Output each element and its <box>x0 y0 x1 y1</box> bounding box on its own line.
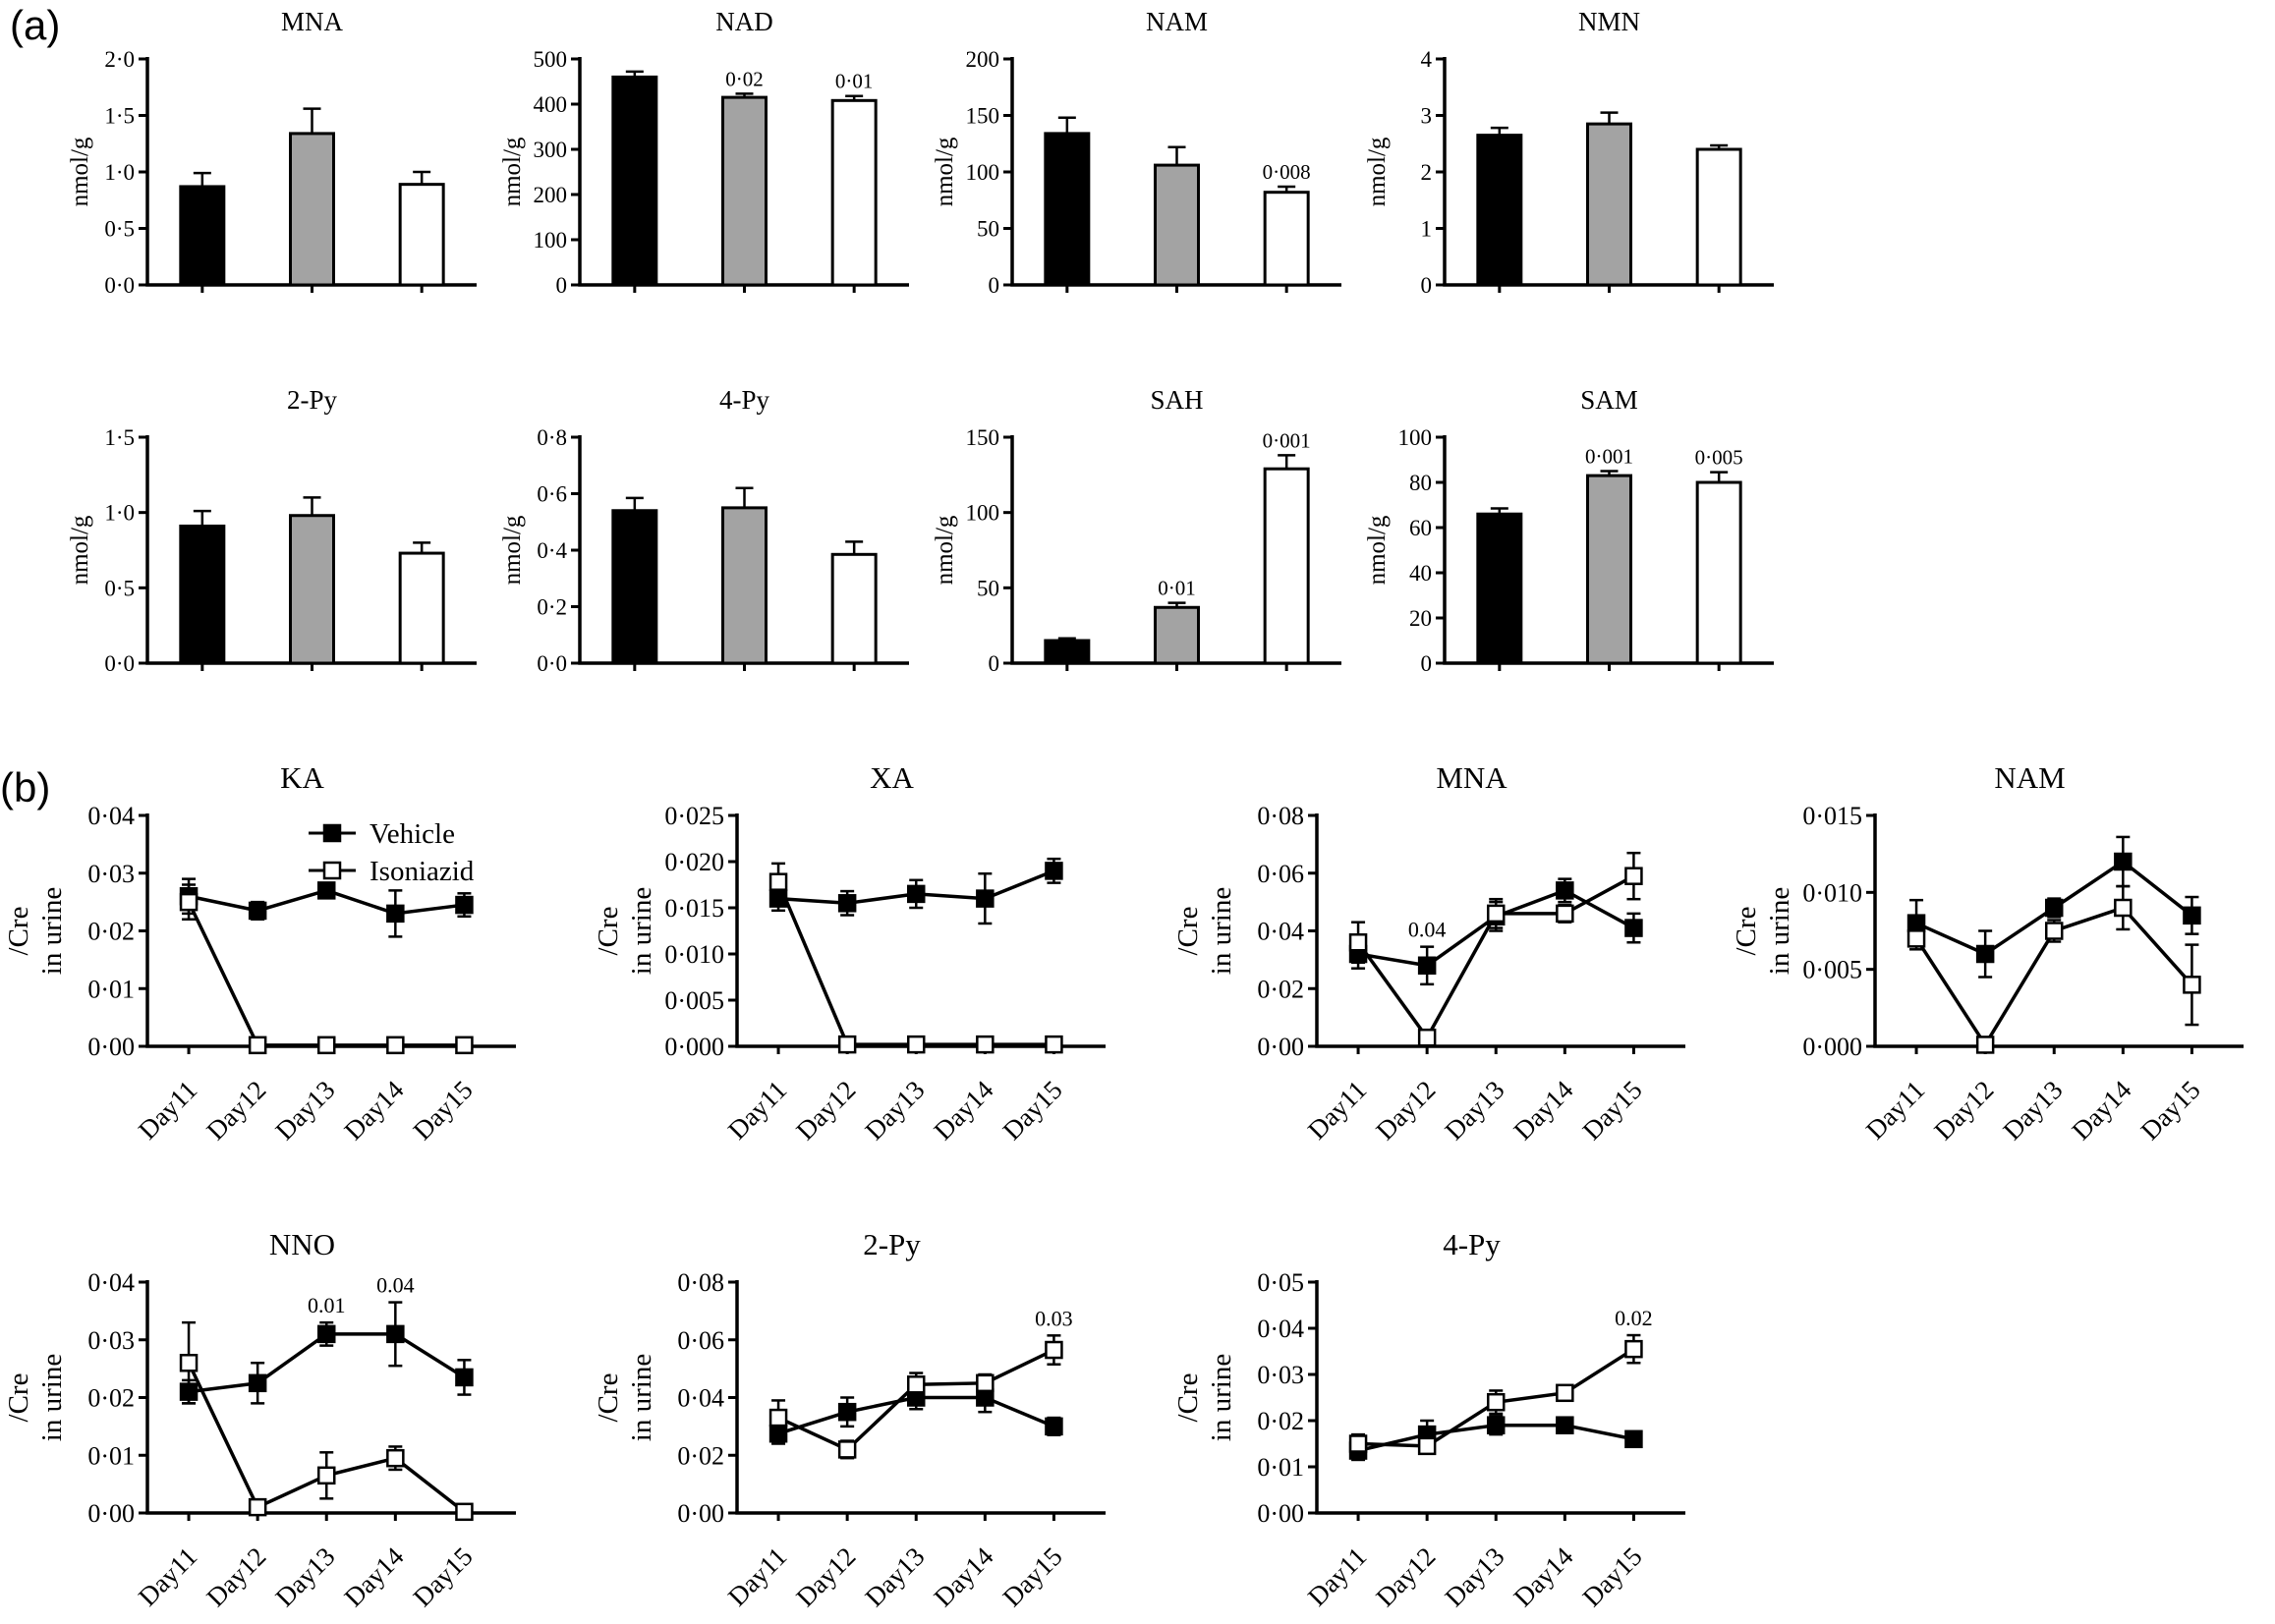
y-tick-label: 150 <box>965 103 999 129</box>
x-tick-label: Day14 <box>1507 1075 1579 1147</box>
open-square-marker <box>387 1037 403 1053</box>
open-square-marker <box>1625 1341 1641 1357</box>
chart-title: NAM <box>1994 760 2066 795</box>
chart-title: SAM <box>1580 385 1638 415</box>
open-square-marker <box>318 1037 334 1053</box>
x-tick-label: Day14 <box>928 1075 999 1147</box>
x-tick-label: Day13 <box>1439 1075 1510 1147</box>
bar <box>400 553 443 663</box>
x-tick-label: Day11 <box>1301 1075 1373 1146</box>
y-tick-label: 0·4 <box>537 538 567 563</box>
y-tick-label: 0·000 <box>664 1033 724 1061</box>
y-axis-label-line1: /Cre <box>3 1372 34 1423</box>
bar <box>1046 641 1089 663</box>
y-tick-label: 50 <box>977 216 999 242</box>
x-tick-label: Day11 <box>1859 1075 1931 1146</box>
filled-square-marker <box>1046 1419 1061 1434</box>
bar-chart-SAM <box>1351 383 1784 688</box>
y-tick-label: 3 <box>1420 103 1432 129</box>
x-tick-label: Day11 <box>721 1075 793 1146</box>
y-tick-label: 0·02 <box>1257 1407 1304 1435</box>
y-tick-label: 60 <box>1409 516 1432 540</box>
bar <box>1156 607 1199 663</box>
bar-chart-cell-sah <box>919 383 1351 688</box>
bar-chart-cell-sam <box>1351 383 1784 688</box>
bar-chart-cell-mna <box>54 5 486 309</box>
open-square-marker <box>1908 930 1924 946</box>
filled-square-marker <box>2184 908 2199 924</box>
y-tick-label: 0·00 <box>87 1499 135 1528</box>
open-square-marker <box>1977 1036 1993 1052</box>
line-chart-NAM <box>1728 756 2275 1208</box>
y-axis-label: nmol/g <box>67 515 93 586</box>
bar <box>723 508 767 663</box>
x-tick-label: Day12 <box>1370 1075 1442 1147</box>
y-tick-label: 0 <box>988 651 999 676</box>
y-tick-label: 0·0 <box>104 273 135 298</box>
y-tick-label: 300 <box>533 138 567 162</box>
filled-square-marker <box>1046 863 1061 878</box>
chart-title: 4-Py <box>718 385 770 415</box>
open-square-marker <box>908 1036 924 1052</box>
x-tick-label: Day13 <box>1997 1075 2069 1147</box>
y-tick-label: 200 <box>533 183 567 207</box>
y-axis-label-line2: in urine <box>36 1353 68 1442</box>
y-tick-label: 0·02 <box>87 917 135 946</box>
line-chart-cell-nam-b <box>1728 756 2275 1208</box>
y-tick-label: 0·005 <box>664 986 724 1015</box>
y-tick-label: 0·04 <box>1257 1315 1304 1343</box>
filled-square-marker <box>1557 882 1572 898</box>
bar <box>1478 136 1521 285</box>
x-tick-label: Day12 <box>790 1541 862 1613</box>
open-square-marker <box>1419 1030 1435 1045</box>
open-square-marker <box>181 1355 197 1371</box>
y-tick-label: 0·03 <box>87 859 135 888</box>
y-tick-label: 2 <box>1420 160 1432 185</box>
y-tick-label: 0·5 <box>104 216 135 242</box>
open-square-marker <box>977 1036 993 1052</box>
bar-chart-NMN <box>1351 5 1784 309</box>
y-tick-label: 0 <box>1420 651 1432 676</box>
y-tick-label: 0·025 <box>664 802 724 830</box>
y-tick-label: 0·00 <box>87 1033 135 1061</box>
line-chart-cell-nno <box>0 1223 548 1624</box>
filled-square-marker <box>1625 921 1641 936</box>
y-tick-label: 1 <box>1420 216 1432 242</box>
filled-square-marker <box>1488 1418 1504 1433</box>
y-axis-label-line1: /Cre <box>593 906 624 956</box>
line-chart-cell-ka <box>0 756 548 1208</box>
chart-title: XA <box>870 760 914 795</box>
open-square-marker <box>839 1036 855 1052</box>
filled-square-marker <box>250 903 265 919</box>
y-tick-label: 400 <box>533 92 567 117</box>
p-value-annotation: 0.04 <box>376 1272 415 1298</box>
y-tick-label: 0·015 <box>1802 802 1862 830</box>
x-tick-label: Day12 <box>1928 1075 2000 1147</box>
chart-title: KA <box>280 760 324 795</box>
open-square-marker <box>1350 1436 1366 1452</box>
y-tick-label: 0·04 <box>87 1268 135 1297</box>
x-tick-label: Day15 <box>407 1075 479 1147</box>
p-value-annotation: 0.02 <box>1615 1306 1653 1331</box>
y-tick-label: 0·08 <box>677 1268 724 1297</box>
y-tick-label: 0 <box>555 273 567 298</box>
panel-b-label: (b) <box>0 764 51 811</box>
open-square-marker <box>1557 906 1572 922</box>
legend-marker-vehicle <box>324 825 340 841</box>
y-tick-label: 0·03 <box>1257 1361 1304 1389</box>
filled-square-marker <box>181 1384 197 1400</box>
y-tick-label: 4 <box>1420 47 1432 72</box>
y-tick-label: 100 <box>1397 425 1432 450</box>
bar-chart-cell-2py <box>54 383 486 688</box>
bar-chart-MNA <box>54 5 486 309</box>
y-tick-label: 0·00 <box>1257 1033 1304 1061</box>
filled-square-marker <box>839 1404 855 1420</box>
y-tick-label: 20 <box>1409 606 1432 631</box>
y-axis-label: nmol/g <box>499 137 526 207</box>
chart-title: NNO <box>268 1227 336 1261</box>
y-axis-label: nmol/g <box>932 515 958 586</box>
y-tick-label: 0·6 <box>537 481 567 507</box>
open-square-marker <box>977 1375 993 1391</box>
x-tick-label: Day15 <box>1576 1541 1648 1613</box>
open-square-marker <box>1419 1438 1435 1454</box>
x-tick-label: Day14 <box>2066 1075 2137 1147</box>
y-tick-label: 0·00 <box>677 1499 724 1528</box>
y-tick-label: 0·06 <box>1257 859 1304 888</box>
bar-chart-NAD <box>486 5 919 309</box>
y-tick-label: 1·0 <box>104 500 135 526</box>
y-axis-label: nmol/g <box>932 137 958 207</box>
open-square-marker <box>1488 1394 1504 1410</box>
significance-label: 0·001 <box>1585 444 1633 469</box>
x-tick-label: Day15 <box>996 1075 1068 1147</box>
bar <box>832 554 876 663</box>
y-tick-label: 0·02 <box>677 1441 724 1471</box>
chart-title: MNA <box>280 7 344 36</box>
chart-title: NAD <box>715 7 773 36</box>
filled-square-marker <box>456 1370 472 1385</box>
open-square-marker <box>2115 900 2131 916</box>
filled-square-marker <box>977 891 993 907</box>
x-tick-label: Day15 <box>407 1541 479 1613</box>
filled-square-marker <box>1625 1431 1641 1447</box>
y-tick-label: 0·08 <box>1257 802 1304 830</box>
y-tick-label: 0·010 <box>1802 878 1862 908</box>
bar <box>613 511 656 663</box>
y-tick-label: 80 <box>1409 471 1432 495</box>
bar <box>723 97 767 285</box>
filled-square-marker <box>250 1375 265 1391</box>
chart-title: 4-Py <box>1443 1227 1501 1261</box>
filled-square-marker <box>456 897 472 913</box>
y-tick-label: 200 <box>965 47 999 72</box>
line-chart-4-Py <box>1169 1223 1718 1624</box>
line-chart-cell-xa <box>590 756 1138 1208</box>
x-tick-label: Day12 <box>200 1075 272 1147</box>
x-tick-label: Day14 <box>1507 1541 1579 1613</box>
bar <box>181 526 224 663</box>
y-axis-label-line1: /Cre <box>1731 906 1762 956</box>
bar <box>1697 149 1740 285</box>
bar <box>181 187 224 285</box>
x-tick-label: Day15 <box>2134 1075 2206 1147</box>
bar <box>1046 134 1089 285</box>
x-tick-label: Day11 <box>1301 1541 1373 1612</box>
y-axis-label: nmol/g <box>499 515 526 586</box>
bar <box>1265 193 1308 285</box>
p-value-annotation: 0.01 <box>307 1293 346 1318</box>
y-axis-label: nmol/g <box>1364 515 1391 586</box>
y-tick-label: 500 <box>533 47 567 72</box>
x-tick-label: Day14 <box>338 1075 410 1147</box>
bar <box>1478 514 1521 663</box>
bar <box>613 77 656 285</box>
p-value-annotation: 0.04 <box>1407 917 1447 942</box>
bar-chart-2-Py <box>54 383 486 688</box>
bar-chart-cell-nam <box>919 5 1351 309</box>
chart-title: NMN <box>1577 7 1641 36</box>
bar <box>1156 165 1199 285</box>
y-axis-label-line1: /Cre <box>3 906 34 956</box>
y-axis-label-line2: in urine <box>1206 1353 1237 1442</box>
x-tick-label: Day13 <box>1439 1541 1510 1613</box>
y-tick-label: 0·0 <box>104 651 135 676</box>
open-square-marker <box>1046 1036 1061 1052</box>
bar-chart-SAH <box>919 383 1351 688</box>
y-tick-label: 0·04 <box>677 1383 724 1413</box>
y-tick-label: 0·01 <box>1257 1453 1304 1482</box>
open-square-marker <box>456 1504 472 1520</box>
y-tick-label: 0·5 <box>104 576 135 601</box>
y-tick-label: 0·05 <box>1257 1268 1304 1297</box>
chart-title: NAM <box>1145 7 1209 36</box>
filled-square-marker <box>908 886 924 902</box>
filled-square-marker <box>770 1426 786 1441</box>
x-tick-label: Day13 <box>269 1541 341 1613</box>
x-tick-label: Day12 <box>200 1541 272 1613</box>
series-line-isoniazid <box>189 902 464 1045</box>
bar <box>1588 124 1631 285</box>
p-value-annotation: 0.03 <box>1035 1306 1073 1331</box>
y-axis-label-line2: in urine <box>626 1353 657 1442</box>
y-tick-label: 100 <box>965 160 999 185</box>
y-tick-label: 0·04 <box>1257 917 1304 946</box>
filled-square-marker <box>1419 958 1435 974</box>
y-axis-label-line1: /Cre <box>1172 1372 1204 1423</box>
bar-chart-cell-nad <box>486 5 919 309</box>
bar <box>291 516 334 663</box>
y-tick-label: 0·8 <box>537 425 567 450</box>
y-tick-label: 0 <box>1420 273 1432 298</box>
line-chart-XA <box>590 756 1138 1208</box>
y-tick-label: 0·020 <box>664 848 724 876</box>
chart-title: SAH <box>1150 385 1204 415</box>
open-square-marker <box>770 874 786 890</box>
x-tick-label: Day13 <box>859 1541 931 1613</box>
y-tick-label: 50 <box>977 576 999 601</box>
y-tick-label: 2·0 <box>104 47 135 72</box>
y-axis-label-line2: in urine <box>1764 886 1795 976</box>
y-axis-label-line2: in urine <box>1206 886 1237 976</box>
open-square-marker <box>770 1410 786 1426</box>
line-chart-cell-2py-b <box>590 1223 1138 1624</box>
filled-square-marker <box>2046 900 2062 916</box>
y-axis-label: nmol/g <box>1364 137 1391 207</box>
y-tick-label: 100 <box>533 228 567 252</box>
y-tick-label: 0·06 <box>677 1325 724 1355</box>
x-tick-label: Day15 <box>1576 1075 1648 1147</box>
y-tick-label: 0·005 <box>1802 955 1862 984</box>
bar <box>291 134 334 285</box>
open-square-marker <box>2184 977 2199 992</box>
y-tick-label: 0·02 <box>87 1383 135 1413</box>
filled-square-marker <box>318 1326 334 1342</box>
legend-label-isoniazid: Isoniazid <box>370 856 475 887</box>
line-chart-cell-4py-b <box>1169 1223 1718 1624</box>
y-tick-label: 0·000 <box>1802 1033 1862 1061</box>
y-axis-label-line2: in urine <box>626 886 657 976</box>
open-square-marker <box>908 1376 924 1392</box>
y-tick-label: 0·00 <box>1257 1499 1304 1528</box>
chart-title: MNA <box>1436 760 1507 795</box>
x-tick-label: Day11 <box>132 1541 203 1612</box>
bar-chart-cell-nmn <box>1351 5 1784 309</box>
open-square-marker <box>839 1441 855 1457</box>
bar <box>1588 476 1631 663</box>
x-tick-label: Day13 <box>859 1075 931 1147</box>
y-tick-label: 100 <box>965 500 999 526</box>
line-chart-NNO <box>0 1223 548 1624</box>
y-tick-label: 150 <box>965 425 999 450</box>
x-tick-label: Day14 <box>928 1541 999 1613</box>
bar <box>400 185 443 285</box>
y-tick-label: 1·5 <box>104 103 135 129</box>
filled-square-marker <box>1977 946 1993 962</box>
y-tick-label: 1·5 <box>104 425 135 450</box>
y-axis-label-line1: /Cre <box>593 1372 624 1423</box>
significance-label: 0·02 <box>725 67 764 91</box>
y-tick-label: 0·0 <box>537 651 567 676</box>
open-square-marker <box>387 1450 403 1466</box>
y-tick-label: 0·03 <box>87 1325 135 1355</box>
y-axis-label-line1: /Cre <box>1172 906 1204 956</box>
significance-label: 0·01 <box>1158 576 1196 600</box>
x-tick-label: Day12 <box>1370 1541 1442 1613</box>
line-chart-cell-mna-b <box>1169 756 1718 1208</box>
bar-chart-4-Py <box>486 383 919 688</box>
line-chart-KA <box>0 756 548 1208</box>
bar-chart-cell-4py <box>486 383 919 688</box>
open-square-marker <box>250 1037 265 1053</box>
bar <box>1265 469 1308 663</box>
chart-title: 2-Py <box>286 385 338 415</box>
y-tick-label: 1·0 <box>104 160 135 185</box>
y-tick-label: 0·015 <box>664 894 724 923</box>
y-axis-label-line2: in urine <box>36 886 68 976</box>
legend-label-vehicle: Vehicle <box>370 818 455 850</box>
open-square-marker <box>1625 868 1641 884</box>
x-tick-label: Day11 <box>132 1075 203 1146</box>
panel-a-label: (a) <box>10 2 61 48</box>
x-tick-label: Day14 <box>338 1541 410 1613</box>
filled-square-marker <box>1557 1418 1572 1433</box>
bar <box>1697 482 1740 663</box>
open-square-marker <box>318 1468 334 1484</box>
bar <box>832 100 876 285</box>
open-square-marker <box>1046 1342 1061 1358</box>
open-square-marker <box>1488 906 1504 922</box>
open-square-marker <box>1350 934 1366 950</box>
y-tick-label: 0·04 <box>87 802 135 830</box>
filled-square-marker <box>387 906 403 922</box>
open-square-marker <box>2046 924 2062 939</box>
line-chart-2-Py <box>590 1223 1138 1624</box>
x-tick-label: Day15 <box>996 1541 1068 1613</box>
line-chart-MNA <box>1169 756 1718 1208</box>
bar-chart-NAM <box>919 5 1351 309</box>
legend-marker-isoniazid <box>324 863 340 878</box>
x-tick-label: Day11 <box>721 1541 793 1612</box>
filled-square-marker <box>2115 854 2131 869</box>
significance-label: 0·008 <box>1262 159 1311 184</box>
y-tick-label: 0·2 <box>537 594 567 620</box>
y-tick-label: 40 <box>1409 561 1432 586</box>
y-axis-label: nmol/g <box>67 137 93 207</box>
open-square-marker <box>181 894 197 910</box>
significance-label: 0·005 <box>1694 445 1743 470</box>
y-tick-label: 0·01 <box>87 975 135 1004</box>
filled-square-marker <box>1908 916 1924 931</box>
y-tick-label: 0·01 <box>87 1441 135 1471</box>
significance-label: 0·001 <box>1262 428 1311 453</box>
x-tick-label: Day13 <box>269 1075 341 1147</box>
filled-square-marker <box>387 1326 403 1342</box>
filled-square-marker <box>839 895 855 911</box>
open-square-marker <box>250 1499 265 1515</box>
chart-title: 2-Py <box>863 1227 921 1261</box>
y-tick-label: 0 <box>988 273 999 298</box>
open-square-marker <box>456 1037 472 1053</box>
y-tick-label: 0·02 <box>1257 975 1304 1004</box>
filled-square-marker <box>318 882 334 898</box>
y-tick-label: 0·010 <box>664 940 724 969</box>
open-square-marker <box>1557 1385 1572 1401</box>
x-tick-label: Day12 <box>790 1075 862 1147</box>
significance-label: 0·01 <box>834 69 874 93</box>
